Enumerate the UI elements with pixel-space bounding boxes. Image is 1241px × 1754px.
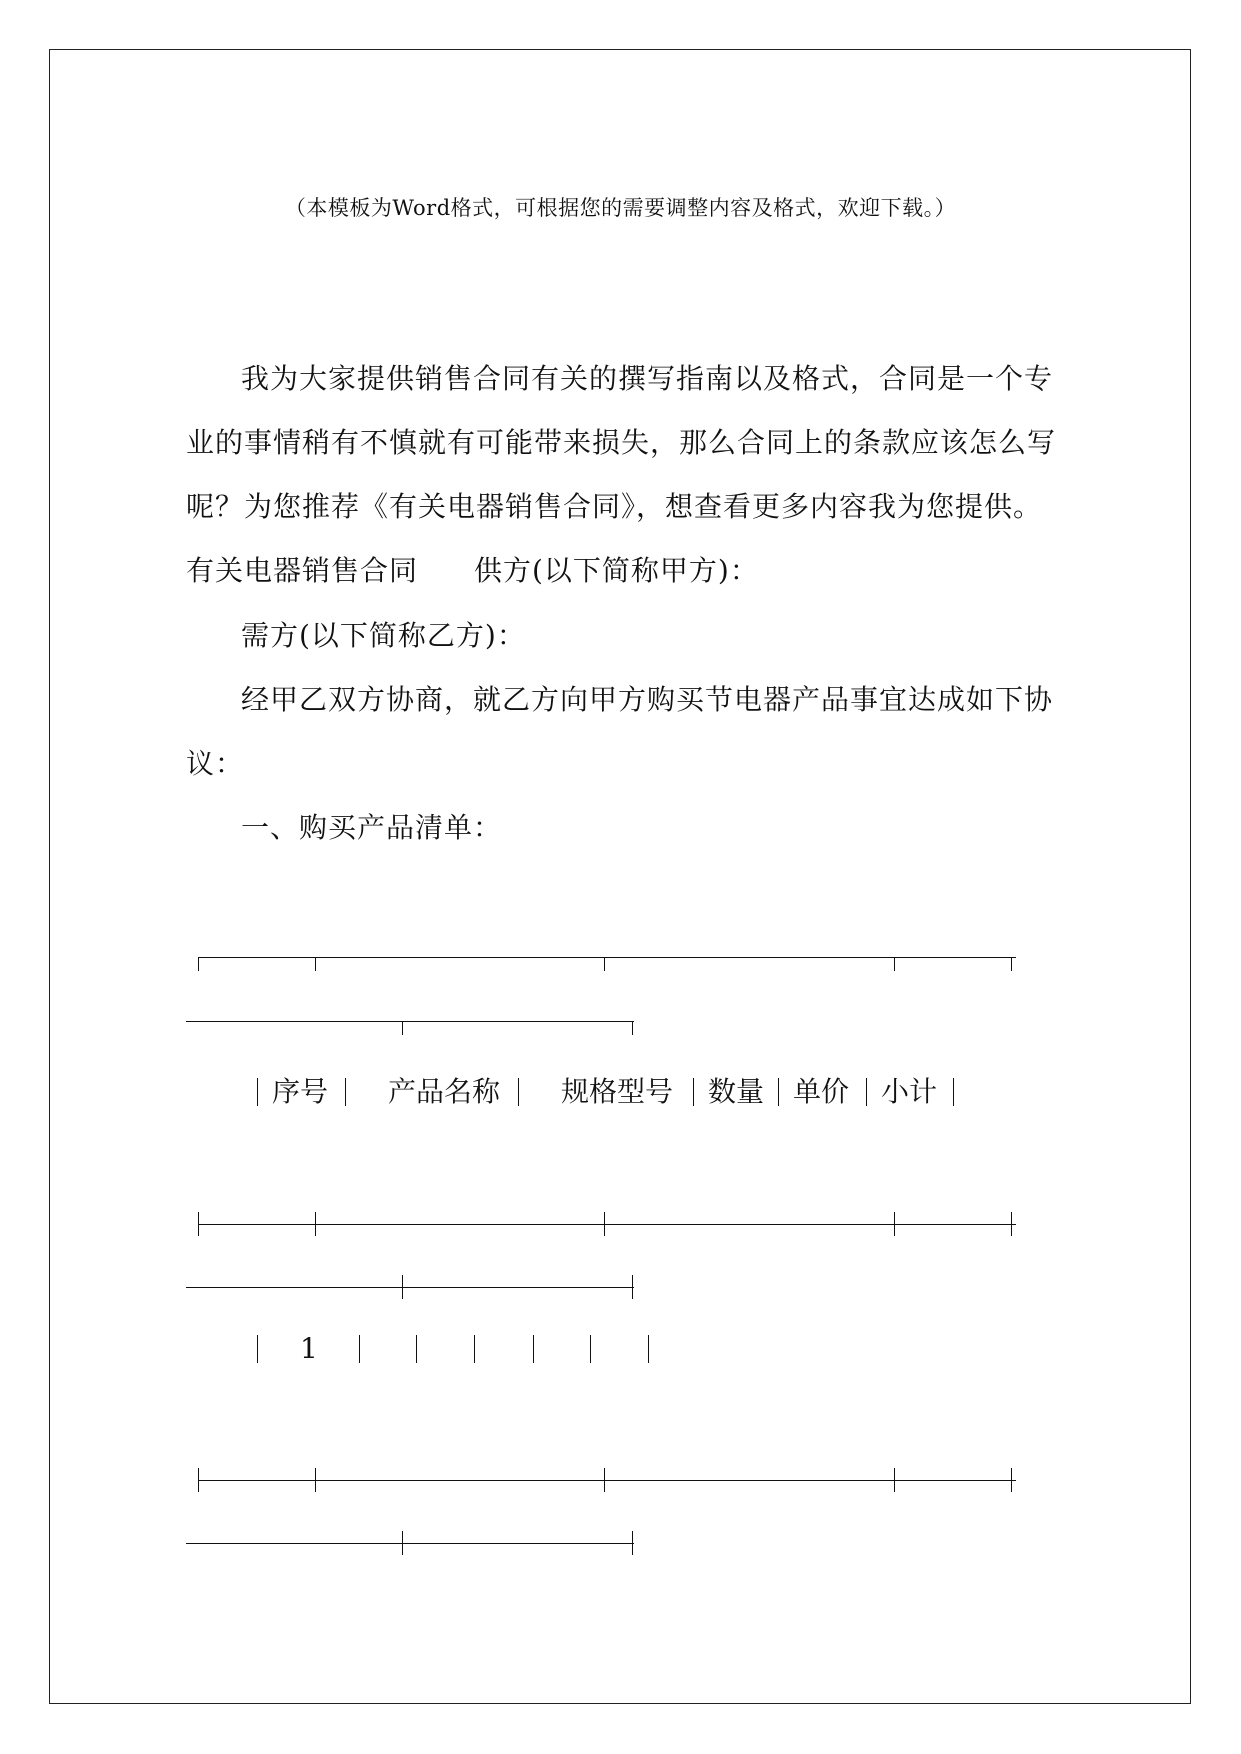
header-product-name: 产品名称 [388, 1075, 501, 1108]
intro-line-2: 业的事情稍有不慎就有可能带来损失，那么合同上的条款应该怎么写 [186, 426, 1057, 459]
supplier-label: 供方(以下简称甲方)： [474, 554, 759, 587]
section-1-heading: 一、购买产品清单： [241, 811, 503, 844]
agreement-line-2: 议： [186, 747, 245, 780]
header-subtotal: 小计 [881, 1075, 938, 1108]
intro-line-1: 我为大家提供销售合同有关的撰写指南以及格式，合同是一个专 [241, 362, 1054, 395]
intro-line-3: 呢？为您推荐《有关电器销售合同》，想查看更多内容我为您提供。 [186, 490, 1043, 523]
header-quantity: 数量 [708, 1075, 765, 1108]
page-border [49, 49, 1191, 1704]
template-note: （本模板为Word格式，可根据您的需要调整内容及格式，欢迎下载。） [284, 196, 957, 220]
agreement-line-1: 经甲乙双方协商，就乙方向甲方购买节电器产品事宜达成如下协 [241, 683, 1054, 716]
header-spec-model: 规格型号 [561, 1075, 674, 1108]
buyer-label: 需方(以下简称乙方)： [241, 619, 526, 652]
contract-title: 有关电器销售合同 [186, 554, 419, 587]
header-unit-price: 单价 [793, 1075, 850, 1108]
header-seq: 序号 [272, 1075, 329, 1108]
row-1-seq: 1 [300, 1332, 318, 1365]
